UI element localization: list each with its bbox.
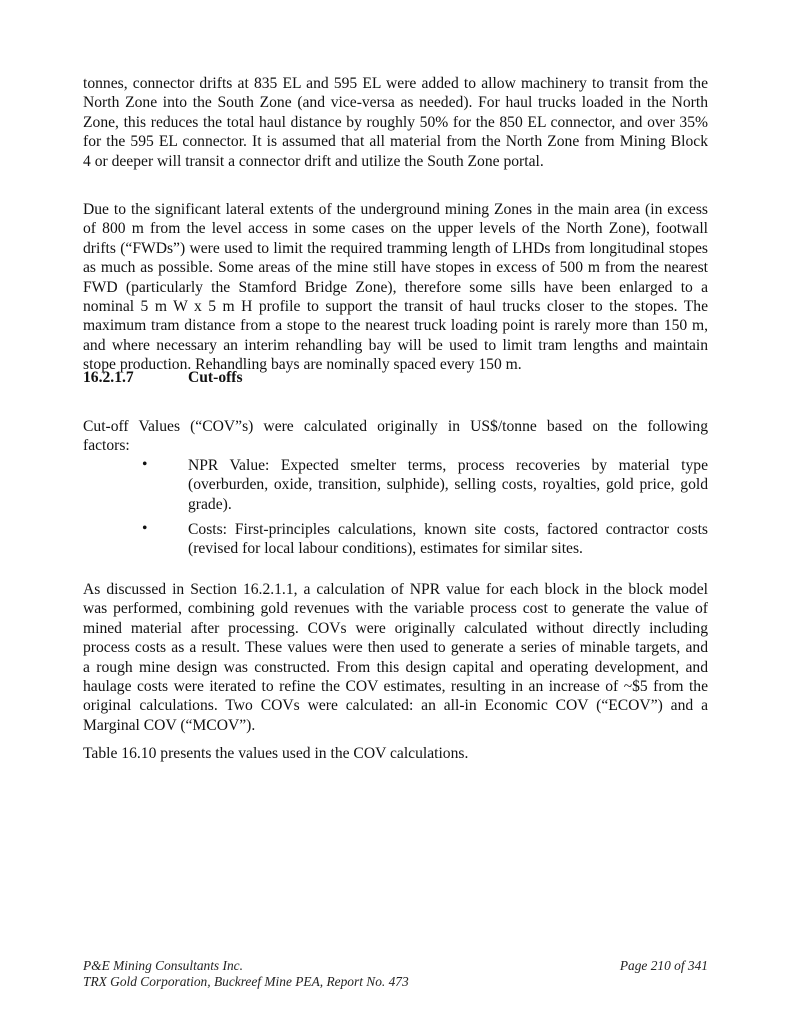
text-line: stope production. Rehandling bays are nominally spaced every 150 m.	[83, 356, 522, 374]
text-line: Costs: First-principles calculations, known site costs, factored contractor costs	[188, 521, 708, 538]
text-line: for the 595 EL connector. It is assumed that all material from the North Zone from Mining Block	[83, 133, 708, 151]
text-line: mined material after processing. COVs were originally calculated without directly including	[83, 619, 708, 637]
text-line: Zone, this reduces the total haul distance by roughly 50% for the 850 EL connector, and over 35%	[83, 113, 708, 131]
section-number: 16.2.1.7	[83, 369, 134, 386]
text-line: Cut-off Values (“COV”s) were calculated originally in US$/tonne based on the following	[83, 418, 708, 435]
paragraph-cutoff-intro	[83, 417, 708, 456]
text-line: NPR Value: Expected smelter terms, process recoveries by material type	[188, 457, 708, 474]
footer-report: TRX Gold Corporation, Buckreef Mine PEA, Report No. 473	[83, 974, 409, 989]
bullet-marker: •	[142, 456, 148, 473]
section-title: Cut-offs	[188, 369, 243, 386]
text-line: and where necessary an interim rehandling bay will be used to limit tram lengths and maintain	[83, 336, 708, 354]
text-line: Marginal COV (“MCOV”).	[83, 716, 256, 734]
text-line: FWD (particularly the Stamford Bridge Zone), therefore some sills have been enlarged to a	[83, 278, 708, 296]
text-line: (overburden, oxide, transition, sulphide), selling costs, royalties, gold price, gold	[188, 476, 708, 494]
paragraph-footwall-drifts	[83, 200, 708, 375]
text-line: maximum tram distance from a stope to the nearest truck loading point is rarely more than 150 m,	[83, 317, 708, 335]
page-footer	[83, 958, 708, 990]
text-line: nominal 5 m W x 5 m H profile to support the transit of haul trucks closer to the stopes. The	[83, 297, 708, 315]
text-line: (revised for local labour conditions), estimates for similar sites.	[188, 540, 583, 558]
bullet-marker: •	[142, 520, 148, 537]
text-line: Table 16.10 presents the values used in the COV calculations.	[83, 745, 469, 762]
text-line: haulage costs were iterated to refine the COV estimates, resulting in an increase of ~$5 from the	[83, 677, 708, 695]
footer-page-number: Page 210 of 341	[619, 958, 708, 973]
text-line: as much as possible. Some areas of the mine still have stopes in excess of 500 m from the nearest	[83, 259, 708, 277]
text-line: As discussed in Section 16.2.1.1, a calculation of NPR value for each block in the block model	[83, 581, 708, 598]
paragraph-connector-drifts	[83, 74, 708, 171]
text-line: original calculations. Two COVs were calculated: an all-in Economic COV (“ECOV”) and a	[83, 697, 708, 715]
bullet-npr-value	[188, 456, 708, 514]
section-heading	[83, 369, 243, 387]
paragraph-table-reference	[83, 744, 708, 763]
bullet-costs	[188, 520, 708, 559]
text-line: process costs as a result. These values were then used to generate a series of minable targets, and	[83, 639, 708, 657]
text-line: factors:	[83, 437, 130, 455]
text-line: grade).	[188, 495, 232, 513]
footer-company: P&E Mining Consultants Inc.	[83, 958, 243, 973]
text-line: North Zone into the South Zone (and vice-versa as needed). For haul trucks loaded in the North	[83, 94, 708, 112]
text-line: 4 or deeper will transit a connector drift and utilize the South Zone portal.	[83, 152, 544, 170]
text-line: drifts (“FWDs”) were used to limit the required tramming length of LHDs from longitudinal stopes	[83, 239, 708, 257]
text-line: Due to the significant lateral extents of the underground mining Zones in the main area (in excess	[83, 201, 708, 218]
text-line: of 800 m from the level access in some cases on the upper levels of the North Zone), footwall	[83, 220, 708, 238]
paragraph-npr-calculation	[83, 580, 708, 735]
text-line: tonnes, connector drifts at 835 EL and 595 EL were added to allow machinery to transit from the	[83, 75, 708, 92]
text-line: was performed, combining gold revenues with the variable process cost to generate the value of	[83, 600, 708, 618]
text-line: a rough mine design was constructed. From this design capital and operating development, and	[83, 658, 708, 676]
